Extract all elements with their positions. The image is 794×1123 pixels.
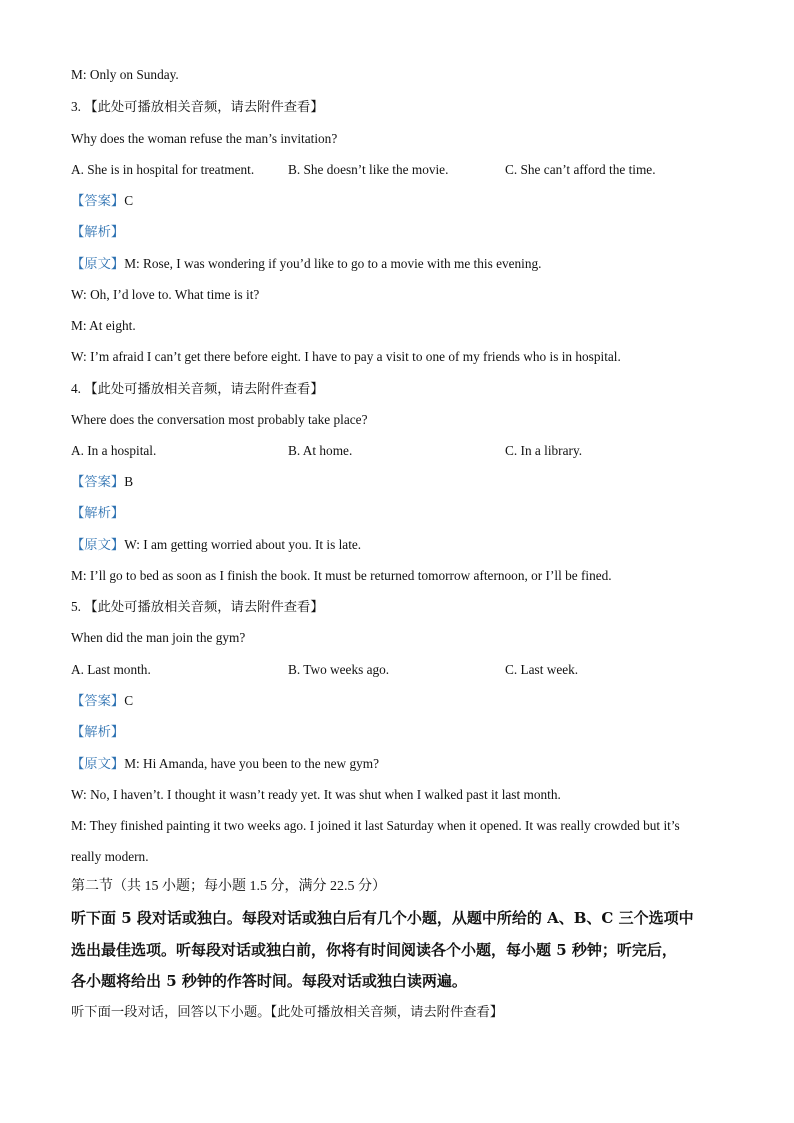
answer-label: 【答案】 [71,193,125,208]
option-c: C. Last week. [505,662,579,677]
dialogue-line: really modern. [71,849,149,864]
answer-line [71,473,133,491]
question-3-title: 3. 【此处可播放相关音频，请去附件查看】 [71,99,324,114]
question-5-text: When did the man join the gym? [71,630,246,645]
analysis-label: 【解析】 [71,224,125,239]
section-2-prompt: 听下面一段对话，回答以下小题。【此处可播放相关音频，请去附件查看】 [71,1004,504,1019]
original-text-line [71,755,379,773]
option-c: C. In a library. [505,443,583,458]
question-4-text: Where does the conversation most probably take place? [71,412,368,427]
dialogue-line: M: I’ll go to bed as soon as I finish the book. It must be returned tomorrow afternoon, or I’ll be fined. [71,568,612,583]
answer-value: C [124,693,134,708]
dialogue-line: M: At eight. [71,318,136,333]
dialogue-line: M: They finished painting it two weeks ago. I joined it last Saturday when it opened. It was really crowded but it’s [71,818,680,833]
option-b: B. Two weeks ago. [288,662,390,677]
question-4-title: 4. 【此处可播放相关音频，请去附件查看】 [71,381,324,396]
section-2-instruction: 各小题将给出 5 秒钟的作答时间。每段对话或独白读两遍。 [71,972,467,990]
original-text: M: Hi Amanda, have you been to the new gym? [124,756,379,771]
answer-label: 【答案】 [71,474,125,489]
analysis-label: 【解析】 [71,724,125,739]
question-5-title: 5. 【此处可播放相关音频，请去附件查看】 [71,599,324,614]
original-text: W: I am getting worried about you. It is late. [124,537,362,552]
original-text: M: Rose, I was wondering if you’d like to go to a movie with me this evening. [124,256,542,271]
question-3-text: Why does the woman refuse the man’s invitation? [71,131,338,146]
option-b: B. She doesn’t like the movie. [288,162,449,177]
answer-line [71,692,133,710]
dialogue-line: M: Only on Sunday. [71,67,179,82]
section-2-instruction: 听下面 5 段对话或独白。每段对话或独白后有几个小题，从题中所给的 A、B、C 三个选项中 [71,909,694,927]
original-label: 【原文】 [71,537,125,552]
option-a: A. Last month. [71,662,151,677]
original-label: 【原文】 [71,256,125,271]
original-text-line [71,536,361,554]
option-c: C. She can’t afford the time. [505,162,656,177]
dialogue-line: W: Oh, I’d love to. What time is it? [71,287,260,302]
original-text-line [71,255,542,273]
section-2-instruction: 选出最佳选项。听每段对话或独白前，你将有时间阅读各个小题，每小题 5 秒钟；听完后， [71,941,677,959]
answer-label: 【答案】 [71,693,125,708]
answer-value: C [124,193,134,208]
answer-line [71,192,133,210]
analysis-label: 【解析】 [71,505,125,520]
section-2-title: 第二节（共 15 小题；每小题 1.5 分，满分 22.5 分） [71,879,386,894]
option-b: B. At home. [288,443,353,458]
dialogue-line: W: No, I haven’t. I thought it wasn’t ready yet. It was shut when I walked past it last month. [71,787,561,802]
answer-value: B [124,474,134,489]
dialogue-line: W: I’m afraid I can’t get there before eight. I have to pay a visit to one of my friends who is in hospital. [71,349,621,364]
option-a: A. In a hospital. [71,443,157,458]
original-label: 【原文】 [71,756,125,771]
option-a: A. She is in hospital for treatment. [71,162,255,177]
